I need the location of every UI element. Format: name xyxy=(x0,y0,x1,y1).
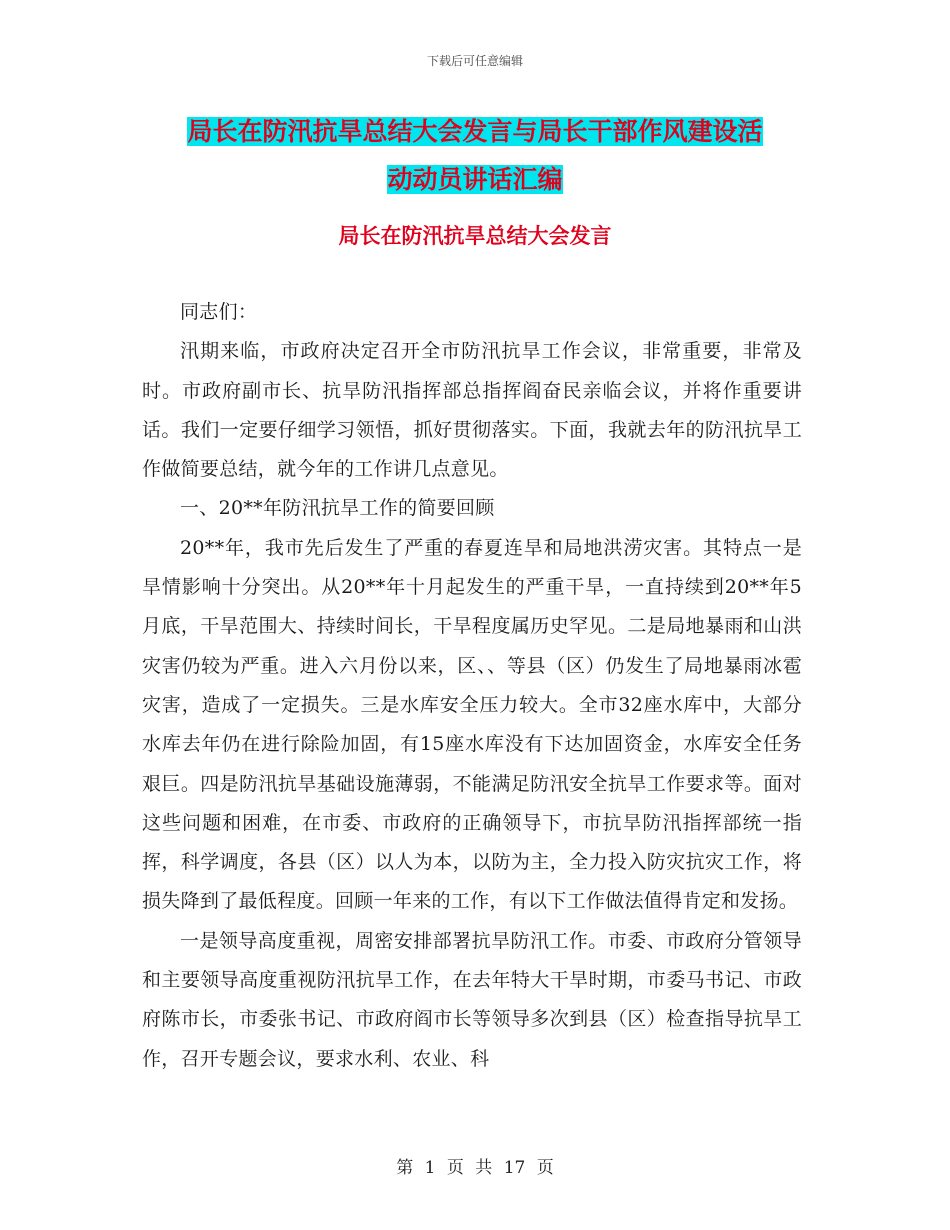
page-number-footer xyxy=(0,1153,950,1178)
paragraph-heading: 一、20**年防汛抗旱工作的简要回顾 xyxy=(180,497,495,520)
paragraph: 一是领导高度重视，周密安排部署抗旱防汛工作。市委、市政府分管领导和主要领导高度重视防汛抗旱工作，在去年特大干旱时期，市委马书记、市政府陈市长，市委张书记、市政府阎市长等领导多次到县（区）检查指导抗旱工作，召开专题会议，要求水利、农业、科 xyxy=(142,929,802,1070)
paragraph: 20**年，我市先后发生了严重的春夏连旱和局地洪涝灾害。其特点一是旱情影响十分突出。从20**年十月起发生的严重干旱，一直持续到20**年5月底，干旱范围大、持续时间长，干旱程度属历史罕见。二是局地暴雨和山洪灾害仍较为严重。进入六月份以来，区、、等县（区）仍发生了局地暴雨冰雹灾害，造成了一定损失。三是水库安全压力较大。全市32座水库中，大部分水库去年仍在进行除险加固，有15座水库没有下达加固资金，水库安全任务艰巨。四是防汛抗旱基础设施薄弱，不能满足防汛安全抗旱工作要求等。面对这些问题和困难，在市委、市政府的正确领导下，市抗旱防汛指挥部统一指挥，科学调度，各县（区）以人为本，以防为主，全力投入防灾抗灾工作，将损失降到了最低程度。回顾一年来的工作，有以下工作做法值得肯定和发扬。 xyxy=(142,536,802,913)
footer-suffix: 页 xyxy=(536,1158,554,1178)
total-pages: 17 xyxy=(503,1158,526,1178)
paragraph-salutation: 同志们： xyxy=(180,301,258,323)
document-title xyxy=(150,108,800,204)
document-title-line-1: 局长在防汛抗旱总结大会发言与局长干部作风建设活 xyxy=(187,117,763,146)
paragraph: 汛期来临，市政府决定召开全市防汛抗旱工作会议，非常重要，非常及时。市政府副市长、抗旱防汛指挥部总指挥阎奋民亲临会议，并将作重要讲话。我们一定要仔细学习领悟，抓好贯彻落实。下面，我就去年的防汛抗旱工作做简要总结，就今年的工作讲几点意见。 xyxy=(142,340,802,481)
current-page: 1 xyxy=(424,1158,436,1178)
section-title: 局长在防汛抗旱总结大会发言 xyxy=(338,224,612,248)
footer-middle: 页 共 xyxy=(446,1158,493,1178)
header-note: 下载后可任意编辑 xyxy=(426,54,523,68)
footer-prefix: 第 xyxy=(396,1158,414,1178)
document-body xyxy=(142,293,802,1079)
document-title-line-2: 动动员讲话汇编 xyxy=(387,165,563,194)
